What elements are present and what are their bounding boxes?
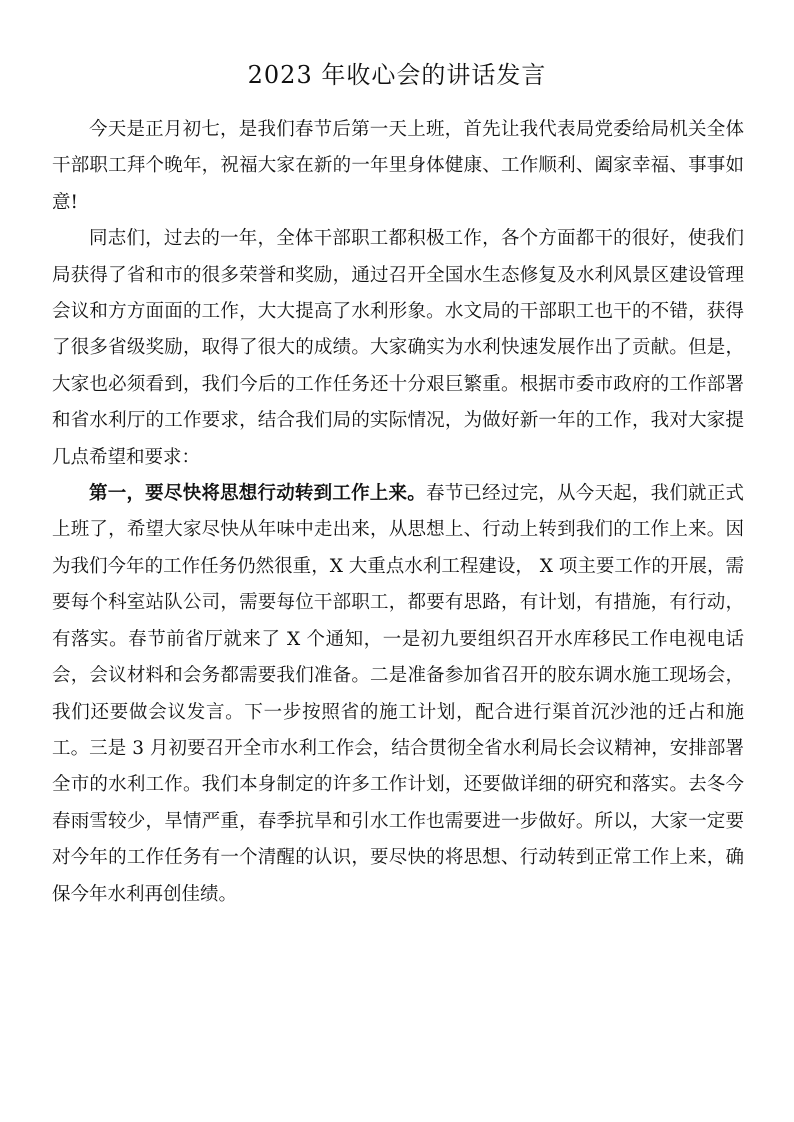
document-title: 2023 年收心会的讲话发言 bbox=[247, 61, 547, 89]
paragraph-first-requirement bbox=[52, 476, 744, 913]
document-body bbox=[52, 112, 744, 913]
paragraph-text: 春节已经过完，从今天起，我们就正式上班了，希望大家尽快从年味中走出来，从思想上、行动上转到我们的工作上来。因为我们今年的工作任务仍然很重，X 大重点水利工程建设， X 项主要工作的开展，需要每个科室站队公司，需要每位干部职工，都要有思路，有计划，有措施，有行动，有落实。春节前省厅就来了 X 个通知，一是初九要组织召开水库移民工作电视电话会，会议材料和会务都需要我们准备。二是准备参加省召开的胶东调水施工现场会，我们还要做会议发言。下一步按照省的施工计划，配合进行渠首沉沙池的迁占和施工。三是 3 月初要召开全市水利工作会，结合贯彻全省水利局长会议精神，安排部署全市的水利工作。我们本身制定的许多工作计划，还要做详细的研究和落实。去冬今 春雨雪较少，旱情严重，春季抗旱和引水工作也需要进一步做好。所以，大家一定要对今年的工作任务有一个清醒的认识，要尽快的将思想、行动转到正常工作上来，确保今年水利再创佳绩。 bbox=[52, 483, 744, 905]
paragraph-text: 今天是正月初七，是我们春节后第一天上班，首先让我代表局党委给局机关全体干部职工拜个晚年，祝福大家在新的一年里身体健康、工作顺利、阖家幸福、事事如意! bbox=[52, 119, 744, 213]
paragraph-greeting bbox=[52, 112, 744, 221]
paragraph-text: 同志们，过去的一年，全体干部职工都积极工作，各个方面都干的很好，使我们局获得了省和市的很多荣誉和奖励，通过召开全国水生态修复及水利风景区建设管理会议和方方面面的工作，大大提高了水利形象。水文局的干部职工也干的不错，获得了很多省级奖励，取得了很大的成绩。大家确实为水利快速发展作出了贡献。但是，大家也必须看到，我们今后的工作任务还十分艰巨繁重。根据市委市政府的工作部署和省水利厅的工作要求，结合我们局的实际情况，为做好新一年的工作，我对大家提几点希望和要求： bbox=[52, 228, 744, 468]
paragraph-review bbox=[52, 221, 744, 476]
paragraph-lead-heading: 第一，要尽快将思想行动转到工作上来。 bbox=[89, 483, 426, 505]
